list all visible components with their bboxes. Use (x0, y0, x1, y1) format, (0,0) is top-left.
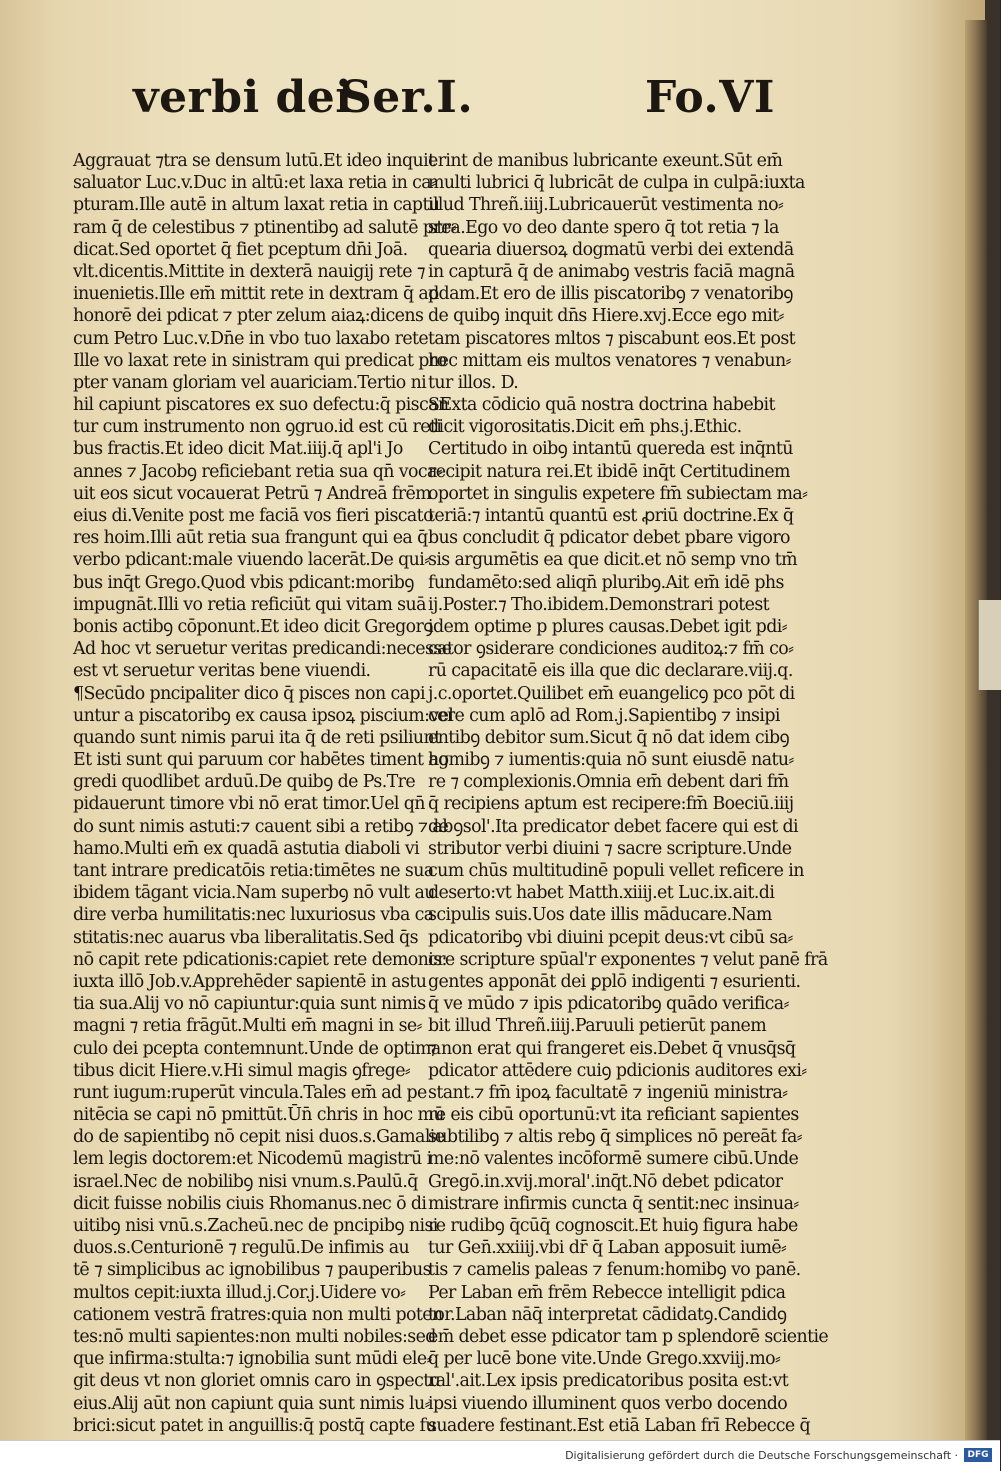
text-line: bonis actibꝯ cōponunt.Et ideo dicit Gregorꝯ (73, 616, 433, 637)
funding-credit: Digitalisierung gefördert durch die Deutsche Forschungsgemeinschaft · (565, 1449, 958, 1462)
text-line: bit illud Threñ.iiij.Paruuli petierūt panem (428, 1016, 767, 1037)
text-line: idem optime p plures causas.Debet igit pdi⸗ (428, 616, 787, 637)
text-line: Ille vo laxat rete in sinistram qui predicat pro (73, 350, 447, 371)
text-line: oportet in singulis expetere fm̄ subiectam ma⸗ (428, 483, 808, 504)
text-line: tam piscatores mltos ⁊ piscabunt eos.Et post (428, 328, 796, 349)
text-line: pdam.Et ero de illis piscatoribꝯ ⁊ venatoribꝯ (428, 284, 793, 305)
text-line: vlt.dicentis.Mittite in dexterā nauigij rete ⁊ (73, 261, 425, 282)
running-head-left: verbi dei (133, 72, 353, 123)
text-line: in capturā q̄ de animabꝯ vestris faciā magnā (428, 261, 795, 282)
text-line: dicat.Sed oportet q̄ fiet pceptum dn̄i Joā. (73, 239, 408, 260)
text-line: cre scripture spūal'r exponentes ⁊ velut panē frā (428, 949, 828, 970)
text-line: do sunt nimis astuti:⁊ cauent sibi a retibꝯ ⁊ ab (73, 816, 453, 837)
text-line: bus concludit q̄ pdicator debet pbare vigoro (428, 528, 790, 549)
text-line: quando sunt nimis parui ita q̄ de reti psiliunt (73, 727, 441, 748)
text-line: multos cepit:iuxta illud.j.Cor.j.Uidere vo⸗ (73, 1282, 406, 1303)
text-line: hec mittam eis multos venatores ⁊ venabun⸗ (428, 350, 791, 371)
text-line: annes ⁊ Jacobꝯ reficiebant retia sua qn̄ voca⸗ (73, 461, 442, 482)
text-line: de quibꝯ inquit dn̄s Hiere.xvj.Ecce ego mit⸗ (428, 306, 784, 327)
text-line: sis argumētis ea que dicit.et nō semp vno tm̄ (428, 550, 798, 571)
text-line: dicit fuisse nobilis ciuis Rhomanus.nec ō di (73, 1193, 427, 1214)
text-line: cator ꝯsiderare condiciones auditoꝝ:⁊ fm̄ co⸗ (428, 639, 794, 660)
text-line: multi lubrici q̄ lubricāt de culpa in culpā:iuxta (428, 173, 805, 194)
text-line: eius di.Venite post me faciā vos fieri piscato (73, 506, 433, 526)
text-line: git deus vt non gloriet omnis caro in ꝯspectu (73, 1371, 441, 1392)
text-line: pdicatoribꝯ vbi diuini pcepit deus:vt cibū sa⸗ (428, 927, 793, 948)
text-line: gredi quodlibet arduū.De quibꝯ de Ps.Tre (73, 772, 416, 793)
text-line: q̄ ve mūdo ⁊ ipis pdicatoribꝯ quādo verifica⸗ (428, 994, 789, 1015)
text-line: tia sua.Alij vo nō capiuntur:quia sunt nimis (73, 994, 426, 1015)
text-line: magni ⁊ retia frāgūt.Multi em̄ magni in se⸗ (73, 1016, 422, 1037)
text-line: tur illos. D. (428, 372, 519, 393)
text-line: nō capit rete pdicationis:capiet rete demonis: (73, 949, 447, 970)
text-line: tibus dicit Hiere.v.Hi simul magis ꝯfrege⸗ (73, 1060, 411, 1081)
text-line: subtilibꝯ ⁊ altis rebꝯ q̄ simplices nō pereāt fa⸗ (428, 1127, 802, 1148)
text-line: do de sapientibꝯ nō cepit nisi duos.s.Gamalie (73, 1127, 445, 1148)
text-line: bus fractis.Et ideo dicit Mat.iiij.q̄ apl'i Jo (73, 439, 403, 460)
text-line: scipulis suis.Uos date illis māducare.Nam (428, 905, 772, 926)
text-line: pturam.Ille autē in altum laxat retia in captu (73, 195, 440, 216)
text-line: pter vanam gloriam vel auariciam.Tertio ni (73, 372, 427, 393)
text-line: lem legis doctorem:et Nicodemū magistrū i (73, 1149, 432, 1170)
text-line: bus inq̄t Grego.Quod vbis pdicant:moribꝯ (73, 572, 414, 593)
text-line: ral'.ait.Lex ipsis predicatoribus posita est:vt (428, 1371, 789, 1392)
text-line: ij.Poster.⁊ Tho.ibidem.Demonstrari potest (428, 594, 770, 615)
text-line: pidauerunt timore vbi nō erat timor.Uel qn̄ (73, 794, 425, 815)
text-line: dire verba humilitatis:nec luxuriosus vba ca (73, 905, 434, 926)
text-line: cum Petro Luc.v.Dn̄e in vbo tuo laxabo rete (73, 328, 429, 349)
page-tab-marker (978, 600, 1001, 690)
text-line: entibꝯ debitor sum.Sicut q̄ nō dat idem cibꝯ (428, 727, 790, 748)
text-line: mistrare infirmis cuncta q̄ sentit:nec insinua⸗ (428, 1193, 799, 1214)
text-line: impugnāt.Illi vo retia reficiūt qui vitam suā (73, 594, 426, 615)
text-line: gentes apponāt dei ꝑplō indigenti ⁊ esurienti. (428, 971, 801, 992)
text-line: Aggrauat ⁊tra se densum lutū.Et ideo inquit (73, 151, 435, 171)
text-line: israel.Nec de nobilibꝯ nisi vnum.s.Paulū.q̄ (73, 1171, 418, 1192)
text-line: iuxta illō Job.v.Apprehēder sapientē in astu (73, 971, 427, 992)
text-line: eius.Alij aūt non capiunt quia sunt nimis lu⸗ (73, 1393, 430, 1414)
text-line: saluator Luc.v.Duc in altū:et laxa retia in ca⸗ (73, 173, 437, 194)
text-line: j.c.oportet.Quilibet em̄ euangelicꝯ pco pōt di (428, 683, 795, 704)
text-line: rū capacitatē eis illa que dic declarare.viij.q. (428, 661, 793, 682)
text-line: nitēcia se capi nō pmittūt.Ūn̄ chris in hoc mū (73, 1105, 444, 1126)
text-line: me:nō valentes incōformē sumere cibū.Unde (428, 1149, 799, 1170)
text-line: quearia diuersoꝝ dogmatū verbi dei extendā (428, 239, 794, 260)
text-line: tis ⁊ camelis paleas ⁊ fenum:homibꝯ vo panē. (428, 1260, 801, 1281)
text-line: ⁊ non erat qui frangeret eis.Debet q̄ vnusq̄sq̄ (428, 1038, 796, 1059)
text-line: tur cum instrumento non ꝯgruo.id est cū reti (73, 417, 442, 438)
text-line: hil capiunt piscatores ex suo defectu:q̄ piscan (73, 395, 449, 416)
text-line: erint de manibus lubricante exeunt.Sūt em̄ (428, 151, 783, 171)
page-fore-edge (965, 20, 987, 1440)
text-line: teriā:⁊ intantū quantū est ꝓriū doctrine.Ex q̄ (428, 506, 794, 526)
text-line: tur Gen̄.xxiiij.vbi dr̄ q̄ Laban apposuit iumē⸗ (428, 1238, 787, 1259)
footer-bar (0, 1440, 1000, 1471)
text-line: uitibꝯ nisi vnū.s.Zacheū.nec de pncipibꝯ nisi (73, 1216, 438, 1236)
text-line: Certitudo in oibꝯ intantū quereda est inq̄ntū (428, 439, 793, 460)
text-line: em̄ debet esse pdicator tam p splendorē scientie (428, 1326, 829, 1347)
text-line: est vt seruetur veritas bene viuendi. (73, 661, 371, 682)
text-line: re rudibꝯ q̄cūq̄ cognoscit.Et huiꝯ figura habe (428, 1216, 798, 1236)
text-line: cationem vestrā fratres:quia non multi poten (73, 1304, 443, 1325)
text-line: verbo pdicant:male viuendo lacerāt.De qui⸗ (73, 550, 430, 571)
text-line: res hoim.Illi aūt retia sua frangunt qui ea q̄ (73, 528, 428, 549)
text-line: stitatis:nec auarus vba liberalitatis.Sed q̄s (73, 927, 418, 948)
text-line: Gregō.in.xvij.moral'.inq̄t.Nō debet pdicator (428, 1171, 783, 1192)
text-line: stra.Ego vo deo dante spero q̄ tot retia ⁊ la (428, 217, 779, 238)
text-line: que infirma:stulta:⁊ ignobilia sunt mūdi ele⸗ (73, 1349, 432, 1370)
text-line: tant intrare predicatōis retia:timētes ne sua (73, 861, 434, 881)
text-line: tor.Laban nāq̄ interpretat cādidatꝯ.Candidꝯ (428, 1304, 787, 1325)
text-line: dicit vigorositatis.Dicit em̄ phs.j.Ethic. (428, 417, 742, 438)
text-column-left (73, 150, 456, 1437)
text-line: inuenietis.Ille em̄ mittit rete in dextram q̄ ad (73, 284, 439, 305)
text-line: duos.s.Centurionē ⁊ regulū.De infimis au (73, 1238, 410, 1259)
text-line: cum chūs multitudinē populi vellet reficere in (428, 861, 804, 881)
text-line: q̄ recipiens aptum est recipere:fm̄ Boeciū.iiij (428, 794, 794, 815)
text-line: ram q̄ de celestibus ⁊ ptinentibꝯ ad salutē pre⸗ (73, 217, 456, 238)
text-line: Et isti sunt qui paruum cor habētes timent ag (73, 750, 449, 771)
text-line: re eis cibū oportunū:vt ita reficiant sapientes (428, 1105, 799, 1126)
text-line: q̄ per lucē bone vite.Unde Grego.xxviij.mo⸗ (428, 1349, 781, 1370)
text-line: cere cum aplō ad Rom.j.Sapientibꝯ ⁊ insipi (428, 705, 780, 726)
running-head-sermon: Ser.I. (340, 72, 474, 123)
text-line: brici:sicut patet in anguillis:q̄ postq̄ capte fu (73, 1415, 436, 1436)
text-line: fundamēto:sed aliqn̄ pluribꝯ.Ait em̄ idē phs (428, 572, 784, 593)
text-column-right (428, 150, 829, 1437)
text-line: untur a piscatoribꝯ ex causa ipsoꝝ piscium:vel (73, 705, 454, 726)
text-line: ¶Secūdo pncipaliter dico q̄ pisces non capi (73, 683, 425, 704)
text-line: de ꝯsol'.Ita predicator debet facere qui est di (428, 816, 799, 837)
text-line: tes:nō multi sapientes:non multi nobiles:sed (73, 1326, 436, 1347)
text-line: stributor verbi diuini ⁊ sacre scripture.Unde (428, 838, 792, 859)
text-line: homibꝯ ⁊ iumentis:quia nō sunt eiusdē natu⸗ (428, 750, 794, 771)
text-line: SExta cōdicio quā nostra doctrina habebit (428, 395, 775, 416)
text-line: illud Threñ.iiij.Lubricauerūt vestimenta no⸗ (428, 195, 784, 216)
text-line: uit eos sicut vocauerat Petrū ⁊ Andreā frēm (73, 483, 432, 504)
text-line: honorē dei pdicat ⁊ pter zelum aiaꝝ:dicens (73, 306, 424, 327)
text-line: runt iugum:ruperūt vincula.Tales em̄ ad pe (73, 1082, 427, 1103)
text-line: ipsi viuendo illuminent quos verbo docendo (428, 1393, 788, 1414)
text-line: ibidem tāgant vicia.Nam superbꝯ nō vult au (73, 883, 435, 904)
text-line: hamo.Multi em̄ ex quadā astutia diaboli vi (73, 838, 420, 859)
text-line: recipit natura rei.Et ibidē inq̄t Certitudinem (428, 461, 790, 482)
text-line: stant.⁊ fm̄ ipoꝝ facultatē ⁊ ingeniū ministra⸗ (428, 1082, 788, 1103)
text-line: deserto:vt habet Matth.xiiij.et Luc.ix.ait.di (428, 883, 775, 904)
text-line: culo dei pcepta contemnunt.Unde de optima (73, 1038, 441, 1059)
text-line: suadere festinant.Est etiā Laban frī Rebecce q̄ (428, 1415, 811, 1436)
dfg-logo: DFG (964, 1448, 992, 1462)
text-line: re ⁊ complexionis.Omnia em̄ debent dari fm̄ (428, 772, 789, 793)
text-line: Ad hoc vt seruetur veritas predicandi:necesse (73, 639, 452, 660)
text-line: pdicator attēdere cuiꝯ pdicionis auditores exi⸗ (428, 1060, 807, 1081)
running-head-folio: Fo.VI (645, 72, 775, 123)
text-line: Per Laban em̄ frēm Rebecce intelligit pdica (428, 1282, 786, 1303)
text-line: tē ⁊ simplicibus ac ignobilibus ⁊ pauperibus (73, 1260, 431, 1281)
